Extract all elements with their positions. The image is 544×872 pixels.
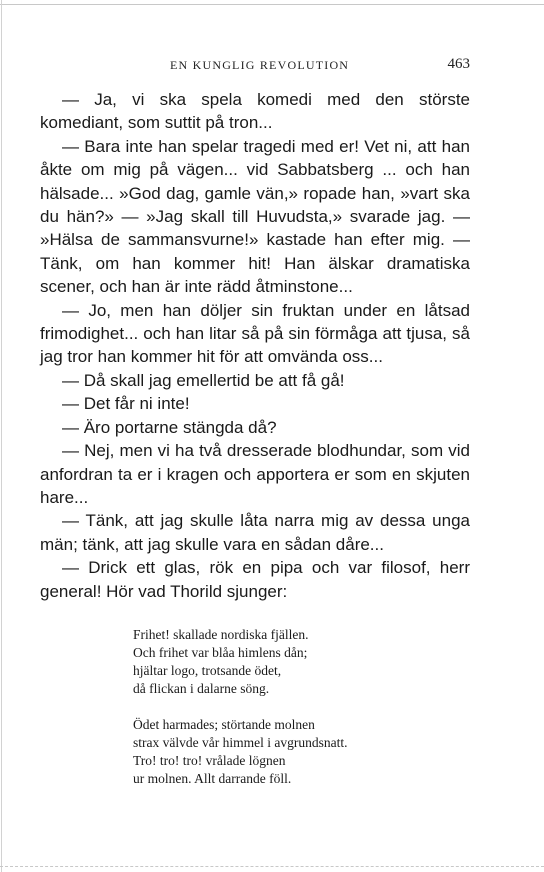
poem-line: hjältar logo, trotsande ödet, <box>133 663 282 678</box>
paragraph: — Då skall jag emellertid be att få gå! <box>62 370 345 390</box>
poem-line: ur molnen. Allt darrande föll. <box>133 771 292 786</box>
poem-line: då flickan i dalarne söng. <box>133 681 270 696</box>
paragraph: — Drick ett glas, rök en pipa och var filosof, herr general! Hör vad Thorild sjunger: <box>40 558 470 601</box>
running-head: EN KUNGLIG REVOLUTION <box>170 58 350 72</box>
page-edge-top <box>0 4 544 5</box>
poem-line: Frihet! skallade nordiska fjällen. <box>133 627 309 642</box>
paragraph: — Ja, vi ska spela komedi med den störste komediant, som suttit på tron... <box>40 90 470 133</box>
page-number: 463 <box>447 56 470 72</box>
poem-stanza-2 <box>133 716 453 788</box>
page-edge-left <box>1 0 2 872</box>
page-edge-bottom <box>0 866 544 867</box>
paragraph: — Nej, men vi ha två dresserade blodhundar, som vid anfordran ta er i kragen och apportera er som en skjuten hare... <box>40 441 470 507</box>
poem-line: strax välvde vår himmel i avgrundsnatt. <box>133 735 348 750</box>
poem-line: Ödet harmades; störtande molnen <box>133 717 315 732</box>
poem-line: Tro! tro! tro! vrålade lögnen <box>133 753 286 768</box>
paragraph: — Äro portarne stängda då? <box>62 417 277 437</box>
body-text <box>40 88 470 603</box>
page-header <box>40 56 470 76</box>
paragraph: — Det får ni inte! <box>62 394 190 414</box>
paragraph: — Tänk, att jag skulle låta narra mig av dessa unga män; tänk, att jag skulle vara en sådan dåre... <box>40 511 470 554</box>
poem-stanza-1 <box>133 626 453 698</box>
paragraph: — Jo, men han döljer sin fruktan under en låtsad frimodighet... och han litar så på sin förmåga att tjusa, så jag tror han kommer hit för att omvända oss... <box>40 300 470 367</box>
paragraph: — Bara inte han spelar tragedi med er! Vet ni, att han åkte om mig på vägen... vid Sabbatsberg ... och han hälsade... »God dag, gamle vän,» ropade han, »vart ska du hän?» — »Jag skall till Huvudsta,» svarade jag. — »Hälsa de sammansvurne!» kastade han efter mig. — Tänk, om han kommer hit! Han älskar dramatiska scener, och han är inte rädd åtminstone... <box>40 136 470 297</box>
poem-line: Och frihet var blåa himlens dån; <box>133 645 308 660</box>
poem-quote <box>133 626 453 806</box>
